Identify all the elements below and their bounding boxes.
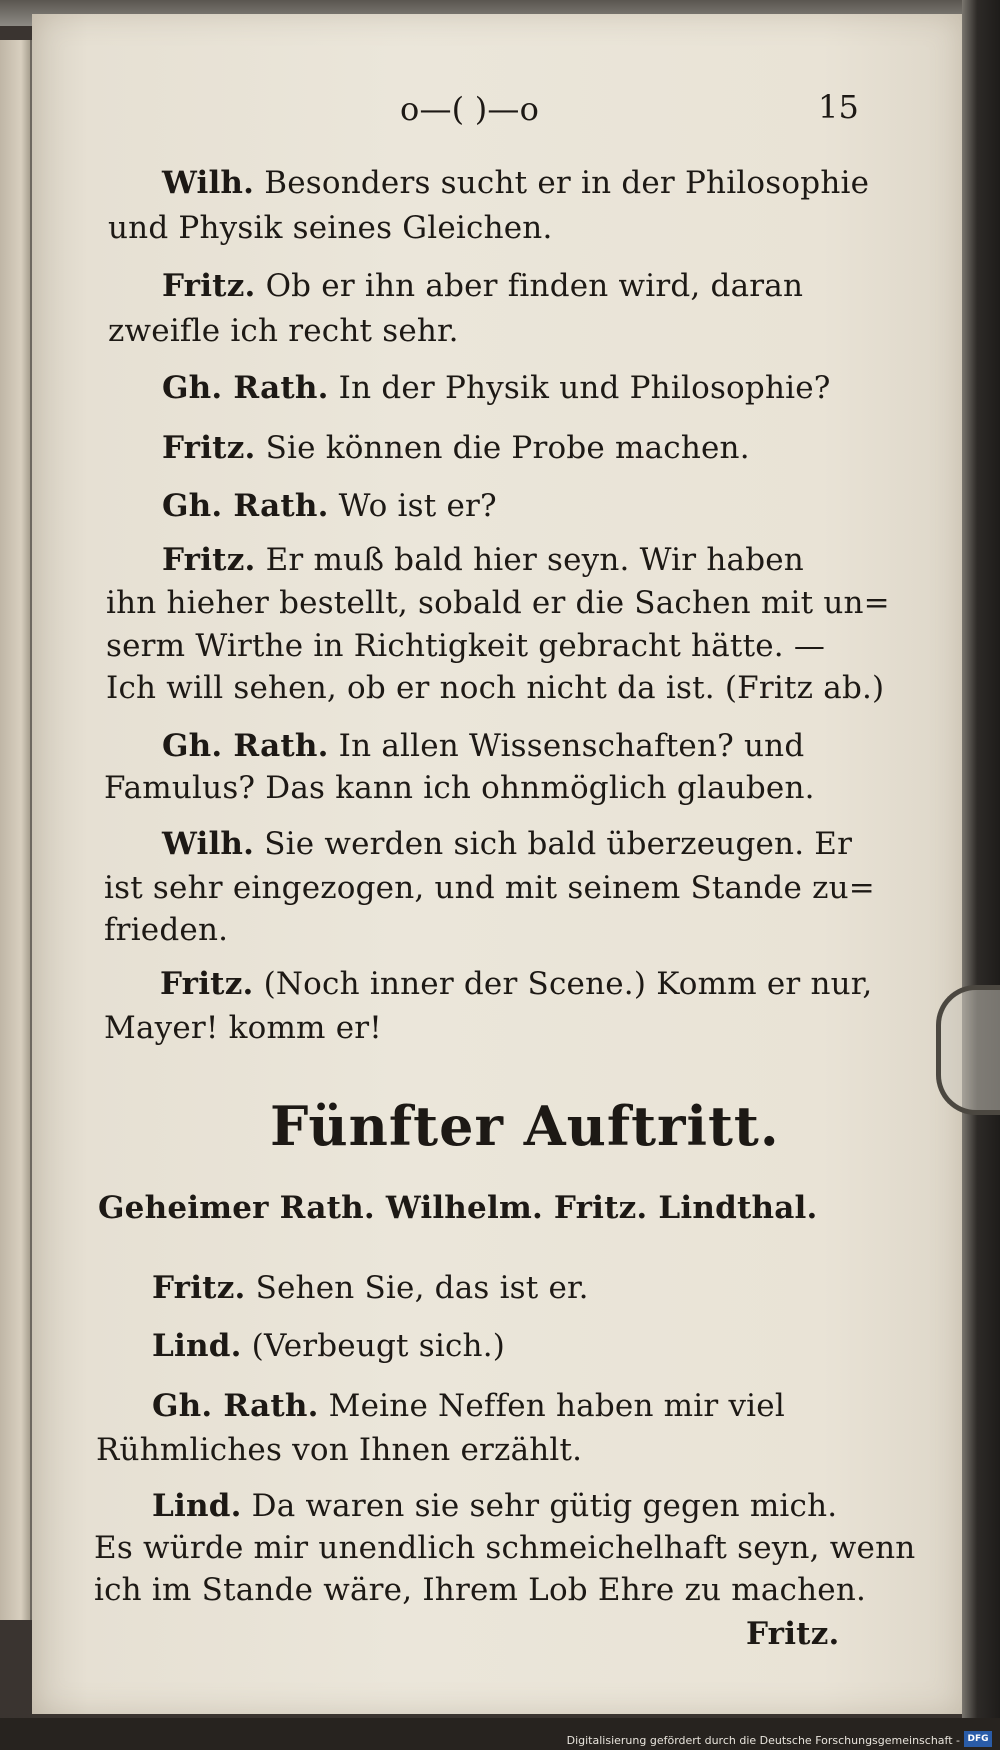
- text-line: Mayer! komm er!: [104, 1010, 382, 1046]
- text-line: und Physik seines Gleichen.: [108, 210, 553, 246]
- catchword: Fritz.: [746, 1616, 840, 1652]
- text-line: Wilh. Sie werden sich bald überzeugen. Er: [162, 826, 853, 862]
- digitization-credit: Digitalisierung gefördert durch die Deutsche Forschungsgemeinschaft -: [566, 1734, 960, 1747]
- text-line: Es würde mir unendlich schmeichelhaft seyn, wenn: [94, 1530, 916, 1566]
- text-line: Gh. Rath. Wo ist er?: [162, 488, 497, 524]
- text-line: Gh. Rath. In der Physik und Philosophie?: [162, 370, 831, 406]
- page-clip: [936, 985, 1000, 1115]
- previous-page-sliver: [0, 40, 32, 1620]
- text-line: frieden.: [104, 912, 229, 948]
- text-line: Famulus? Das kann ich ohnmöglich glauben.: [104, 770, 815, 806]
- page-number: 15: [818, 88, 860, 126]
- text-line: Lind. (Verbeugt sich.): [152, 1328, 506, 1364]
- text-line: Ich will sehen, ob er noch nicht da ist. (Fritz ab.): [106, 670, 885, 706]
- text-line: ist sehr eingezogen, und mit seinem Stande zu=: [104, 870, 875, 906]
- cast-list: Geheimer Rath. Wilhelm. Fritz. Lindthal.: [98, 1190, 818, 1226]
- text-line: Gh. Rath. Meine Neffen haben mir viel: [152, 1388, 785, 1424]
- text-line: Wilh. Besonders sucht er in der Philosophie: [162, 165, 870, 201]
- text-line: Rühmliches von Ihnen erzählt.: [96, 1432, 583, 1468]
- text-line: Fritz. Sehen Sie, das ist er.: [152, 1270, 589, 1306]
- scene-heading: Fünfter Auftritt.: [270, 1094, 780, 1158]
- header-ornament: o—( )—o: [400, 90, 540, 128]
- text-line: Lind. Da waren sie sehr gütig gegen mich.: [152, 1488, 838, 1524]
- text-line: Fritz. Er muß bald hier seyn. Wir haben: [162, 542, 804, 578]
- book-spine-edge: [962, 0, 1000, 1750]
- text-line: Fritz. Sie können die Probe machen.: [162, 430, 750, 466]
- text-line: serm Wirthe in Richtigkeit gebracht hätte. —: [106, 628, 826, 664]
- text-line: Fritz. Ob er ihn aber finden wird, daran: [162, 268, 804, 304]
- text-line: zweifle ich recht sehr.: [108, 313, 459, 349]
- text-line: ihn hieher bestellt, sobald er die Sachen mit un=: [106, 585, 890, 621]
- text-line: ich im Stande wäre, Ihrem Lob Ehre zu machen.: [94, 1572, 867, 1608]
- dfg-logo: DFG: [964, 1731, 992, 1747]
- text-line: Gh. Rath. In allen Wissenschaften? und: [162, 728, 805, 764]
- text-line: Fritz. (Noch inner der Scene.) Komm er nur,: [160, 966, 873, 1002]
